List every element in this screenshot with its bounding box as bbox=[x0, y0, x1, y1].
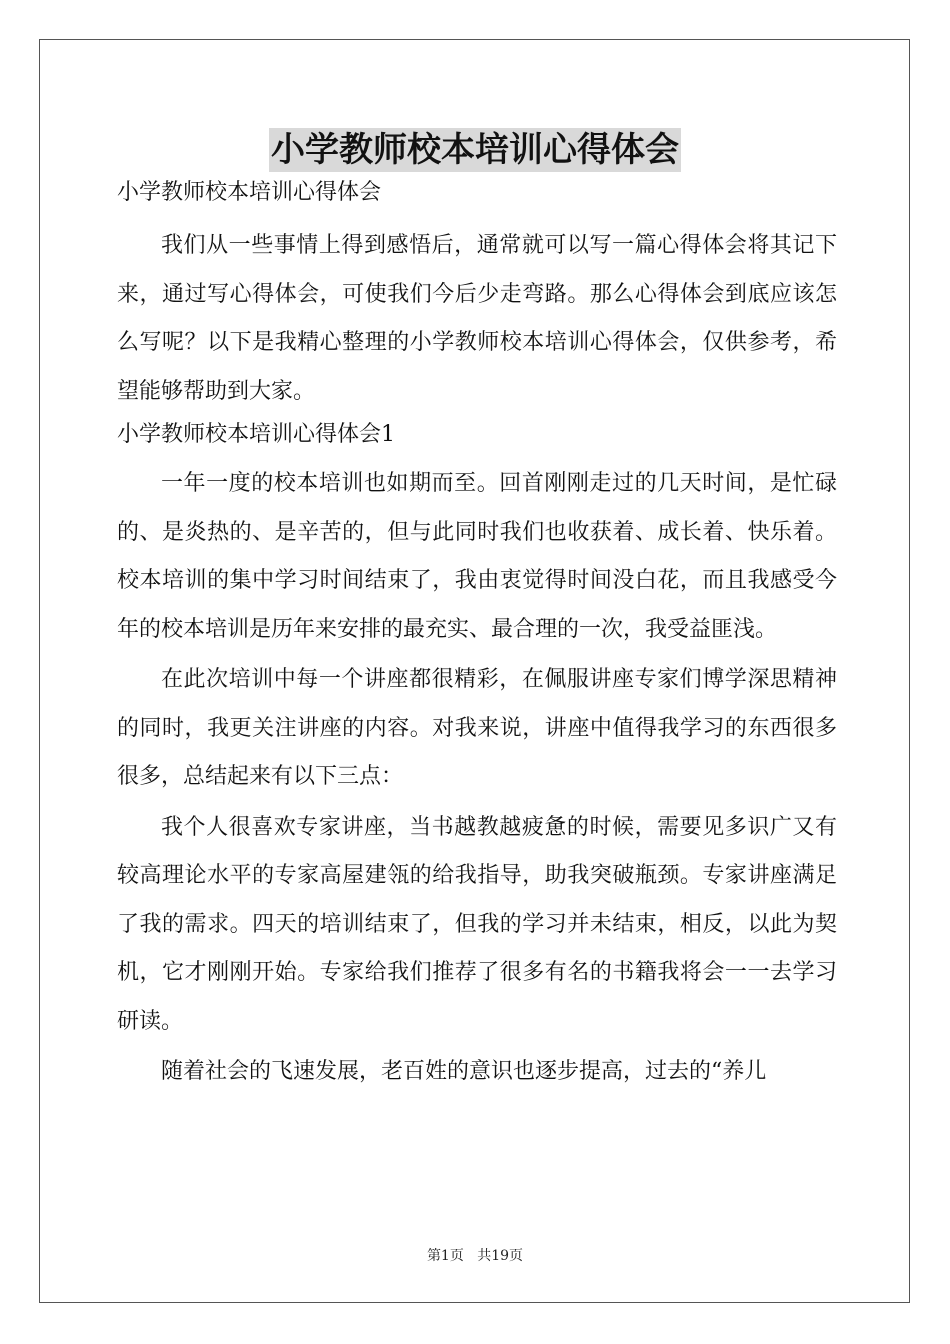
body-paragraph-2: 在此次培训中每一个讲座都很精彩，在佩服讲座专家们博学深思精神的同时，我更关注讲座的内容。对我来说，讲座中值得我学习的东西很多很多，总结起来有以下三点： bbox=[117, 667, 837, 789]
body-paragraph-3: 我个人很喜欢专家讲座，当书越教越疲惫的时候，需要见多识广又有较高理论水平的专家高屋建瓴的给我指导，助我突破瓶颈。专家讲座满足了我的需求。四天的培训结束了，但我的学习并未结束，相反，以此为契机，它才刚刚开始。专家给我们推荐了很多有名的书籍我将会一一去学习研读。 bbox=[117, 814, 837, 1034]
page-footer bbox=[0, 1246, 950, 1266]
document-subtitle: 小学教师校本培训心得体会 bbox=[117, 180, 382, 205]
intro-paragraph: 我们从一些事情上得到感悟后，通常就可以写一篇心得体会将其记下来，通过写心得体会，可使我们今后少走弯路。那么心得体会到底应该怎么写呢？以下是我精心整理的小学教师校本培训心得体会，仅供参考，希望能够帮助到大家。 bbox=[117, 233, 837, 404]
document-title: 小学教师校本培训心得体会 bbox=[271, 130, 679, 170]
body-paragraph-4: 随着社会的飞速发展，老百姓的意识也逐步提高，过去的“养儿 bbox=[161, 1059, 767, 1084]
page-number-total: 共19页 bbox=[477, 1248, 524, 1264]
page-number-current: 第1页 bbox=[426, 1248, 464, 1264]
title-area bbox=[0, 128, 950, 172]
section-heading: 小学教师校本培训心得体会1 bbox=[117, 422, 395, 447]
document-body bbox=[117, 178, 837, 1097]
body-paragraph-1: 一年一度的校本培训也如期而至。回首刚刚走过的几天时间，是忙碌的、是炎热的、是辛苦的，但与此同时我们也收获着、成长着、快乐着。校本培训的集中学习时间结束了，我由衷觉得时间没白花，而且我感受今年的校本培训是历年来安排的最充实、最合理的一次，我受益匪浅。 bbox=[117, 471, 837, 642]
